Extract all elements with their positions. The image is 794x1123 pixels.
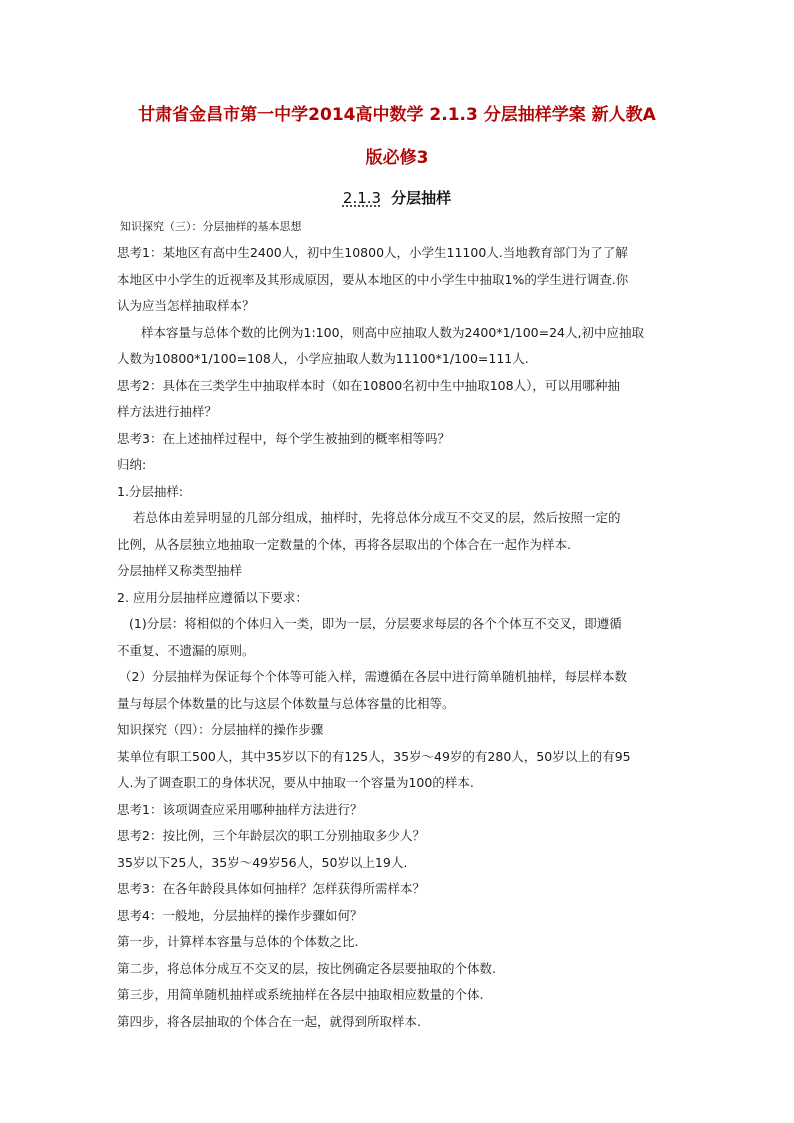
body-line: 分层抽样又称类型抽样 — [117, 563, 243, 578]
document-title-line-1: 甘肃省金昌市第一中学2014高中数学 2.1.3 分层抽样学案 新人教A — [138, 105, 656, 125]
body-line: 第三步，用简单随机抽样或系统抽样在各层中抽取相应数量的个体. — [117, 987, 484, 1002]
body-line: 认为应当怎样抽取样本？ — [117, 298, 255, 313]
body-line: 不重复、不遗漏的原则。 — [117, 642, 255, 658]
body-line: 样本容量与总体个数的比例为1:100，则高中应抽取人数为2400*1/100=24人,初中应抽取 — [141, 324, 644, 340]
document-body — [117, 216, 689, 1035]
body-line: 思考1：某地区有高中生2400人，初中生10800人，小学生11100人.当地教育部门为了了解 — [117, 245, 628, 260]
body-line: 第四步，将各层抽取的个体合在一起，就得到所取样本. — [117, 1013, 421, 1029]
body-line: 思考4：一般地，分层抽样的操作步骤如何？ — [117, 907, 363, 923]
body-line: 思考3：在上述抽样过程中，每个学生被抽到的概率相等吗？ — [117, 430, 450, 446]
knowledge-inquiry-3-heading: 知识探究（三）：分层抽样的基本思想 — [120, 220, 302, 233]
section-name: 分层抽样 — [391, 189, 452, 207]
body-line: 样方法进行抽样？ — [117, 404, 218, 419]
body-line: 比例，从各层独立地抽取一定数量的个体，再将各层取出的个体合在一起作为样本. — [117, 536, 571, 552]
section-number: 2.1.3 — [342, 189, 382, 207]
body-line: 思考1：该项调查应采用哪种抽样方法进行？ — [117, 801, 363, 817]
section-heading — [100, 188, 694, 208]
body-line: 归纳: — [117, 457, 147, 472]
body-line: 若总体由差异明显的几部分组成，抽样时，先将总体分成互不交叉的层，然后按照一定的 — [133, 510, 621, 525]
body-line: 2. 应用分层抽样应遵循以下要求： — [117, 589, 308, 605]
body-line: 人数为10800*1/100=108人，小学应抽取人数为11100*1/100=111人. — [117, 351, 529, 366]
body-line: 量与每层个体数量的比与这层个体数量与总体容量的比相等。 — [117, 695, 455, 711]
body-line: 第一步，计算样本容量与总体的个体数之比. — [117, 934, 359, 949]
body-line: 第二步，将总体分成互不交叉的层，按比例确定各层要抽取的个体数. — [117, 960, 496, 976]
document-title-line-2: 版必修3 — [365, 148, 429, 168]
body-line: 本地区中小学生的近视率及其形成原因，要从本地区的中小学生中抽取1%的学生进行调查.你 — [117, 271, 629, 287]
body-line: (1)分层：将相似的个体归入一类，即为一层，分层要求每层的各个个体互不交叉，即遵循 — [129, 616, 622, 631]
knowledge-inquiry-4-heading: 知识探究（四）：分层抽样的操作步骤 — [117, 722, 324, 737]
body-line: 思考2：按比例，三个年龄层次的职工分别抽取多少人？ — [117, 828, 425, 843]
body-line: 思考3：在各年龄段具体如何抽样？怎样获得所需样本？ — [117, 881, 425, 896]
body-line: 某单位有职工500人，其中35岁以下的有125人，35岁～49岁的有280人，50岁以上的有95 — [117, 748, 631, 764]
body-line: （2）分层抽样为保证每个个体等可能入样，需遵循在各层中进行简单随机抽样，每层样本数 — [119, 669, 627, 684]
body-line: 1.分层抽样: — [117, 483, 184, 499]
body-line: 思考2：具体在三类学生中抽取样本时（如在10800名初中生中抽取108人），可以用哪种抽 — [117, 377, 620, 393]
body-line: 35岁以下25人，35岁～49岁56人，50岁以上19人. — [117, 854, 408, 870]
body-line: 人.为了调查职工的身体状况，要从中抽取一个容量为100的样本. — [117, 775, 474, 790]
